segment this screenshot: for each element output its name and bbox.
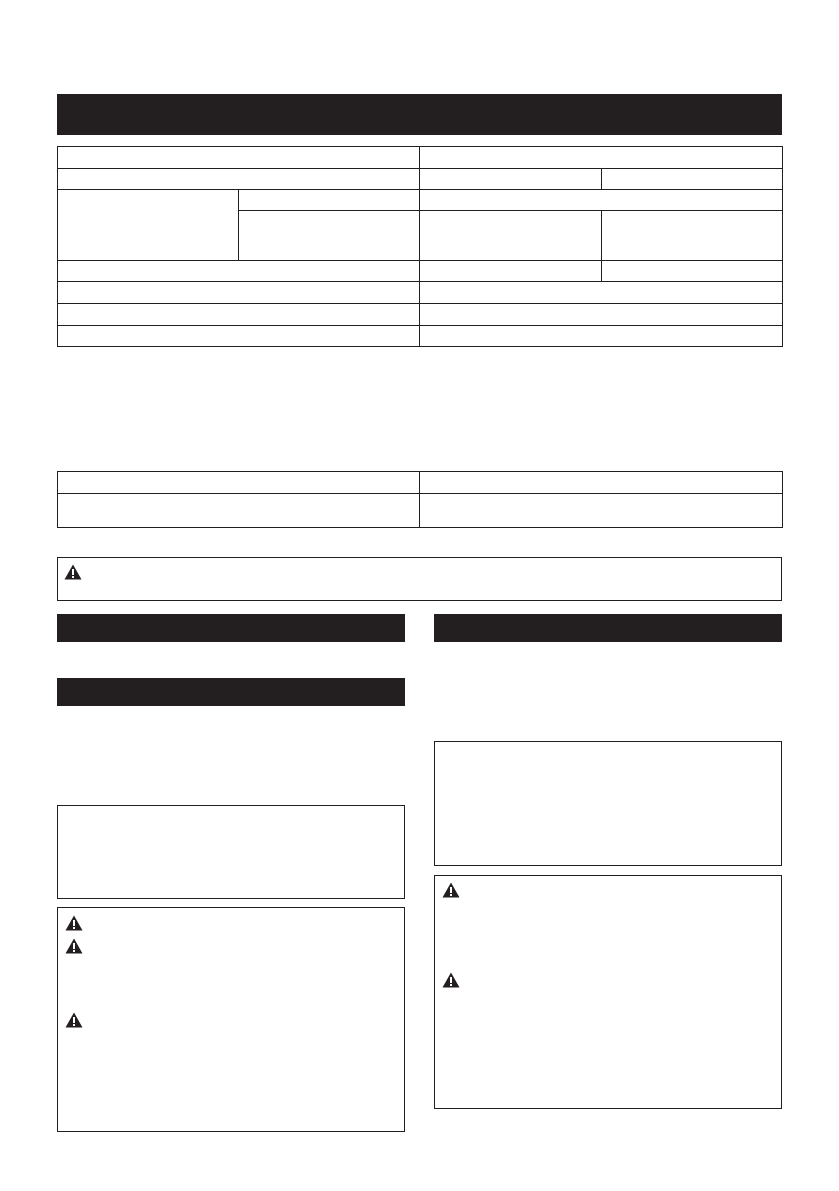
spec-cell <box>239 190 420 211</box>
warning-triangle-icon <box>65 1012 83 1028</box>
battery-cell <box>420 494 783 528</box>
specifications-table <box>57 146 783 347</box>
spec-cell <box>420 261 602 282</box>
spec-cell <box>420 190 783 211</box>
battery-cell <box>58 472 420 494</box>
spec-cell <box>58 261 420 282</box>
specifications-title-bar <box>57 94 782 135</box>
warning-box <box>434 875 782 1109</box>
warning-box <box>57 907 405 1132</box>
table-row <box>58 169 783 190</box>
spec-cell <box>420 169 602 190</box>
spec-cell <box>602 261 783 282</box>
spec-cell <box>58 169 420 190</box>
table-row <box>58 261 783 282</box>
table-row <box>58 494 783 528</box>
spec-cell <box>420 282 783 304</box>
spec-cell <box>420 147 783 169</box>
spec-cell <box>420 326 783 347</box>
table-row <box>58 304 783 326</box>
warning-triangle-icon <box>442 882 460 898</box>
battery-cell <box>420 472 783 494</box>
spec-cell <box>58 147 420 169</box>
table-row <box>58 326 783 347</box>
spec-cell <box>420 211 602 261</box>
battery-cell <box>58 494 420 528</box>
section-heading-bar <box>57 614 405 642</box>
note-box <box>57 805 405 899</box>
spec-cell <box>239 211 420 261</box>
spec-cell <box>602 169 783 190</box>
table-row <box>58 472 783 494</box>
table-row <box>58 282 783 304</box>
spec-cell <box>58 304 420 326</box>
spec-cell <box>602 211 783 261</box>
note-box <box>434 741 782 866</box>
spec-cell <box>58 190 239 261</box>
battery-warning-box <box>57 557 782 601</box>
spec-cell <box>420 304 783 326</box>
warning-triangle-icon <box>65 915 83 931</box>
warning-triangle-icon <box>65 938 83 954</box>
table-row <box>58 147 783 169</box>
spec-cell <box>58 326 420 347</box>
section-heading-bar <box>57 678 405 706</box>
table-row <box>58 190 783 211</box>
section-heading-bar <box>434 614 782 642</box>
warning-triangle-icon <box>64 564 82 580</box>
battery-table <box>57 471 783 528</box>
warning-triangle-icon <box>442 972 460 988</box>
spec-cell <box>58 282 420 304</box>
